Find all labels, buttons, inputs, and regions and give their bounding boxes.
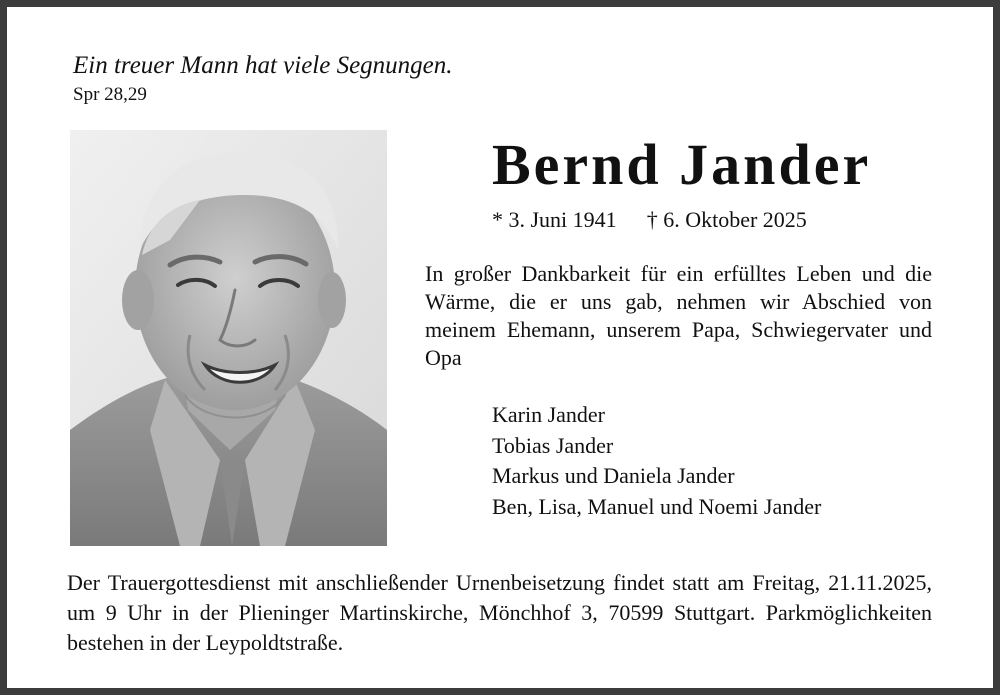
bible-reference: Spr 28,29 — [73, 84, 147, 105]
birth-date: * 3. Juni 1941 — [492, 207, 617, 232]
bible-quote: Ein treuer Mann hat viele Segnungen. — [73, 52, 453, 79]
mourner-name: Markus und Daniela Jander — [492, 463, 735, 488]
mourner-name: Karin Jander — [492, 402, 606, 427]
deceased-name: Bernd Jander — [492, 132, 872, 197]
portrait-photo — [70, 130, 387, 546]
funeral-service-info: Der Trauergottesdienst mit anschließender Urnenbeisetzung findet statt am Freitag, 21.11.2025, um 9 Uhr in der Plieninger Martinskirche, Mönchhof 3, 70599 Stuttgart. Parkmöglichkeiten bestehen in der Leypoldtstraße. — [67, 570, 932, 655]
mourner-name: Tobias Jander — [492, 432, 614, 458]
mourners-list — [492, 400, 821, 522]
death-date: † 6. Oktober 2025 — [646, 207, 807, 232]
life-dates — [492, 205, 807, 235]
farewell-message: In großer Dankbarkeit für ein erfülltes Leben und die Wärme, die er uns gab, nehmen wir Abschied von meinem Ehemann, unserem Papa, Schwiegervater und Opa — [425, 261, 932, 370]
mourner-name: Ben, Lisa, Manuel und Noemi Jander — [492, 493, 822, 519]
